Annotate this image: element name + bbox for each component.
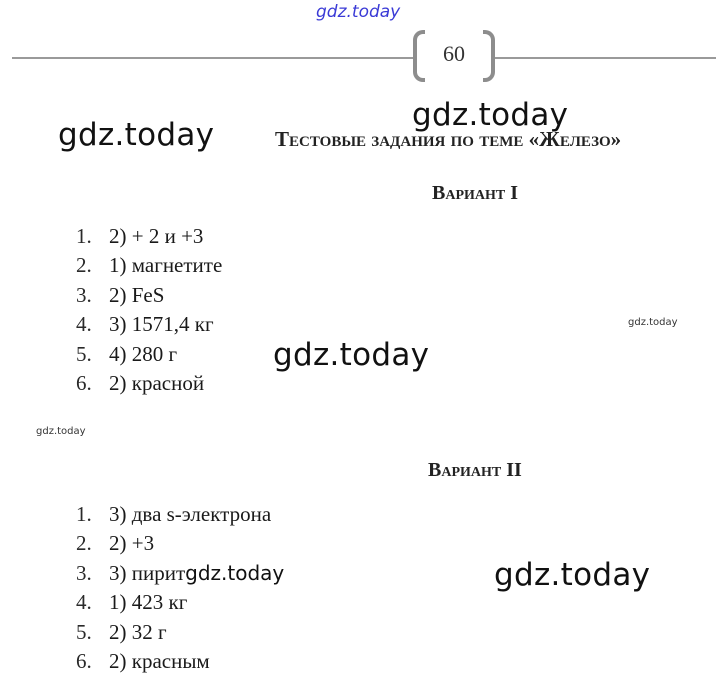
- answer-text-value: 3) пирит: [109, 560, 186, 585]
- watermark-mid-right-small: gdz.today: [628, 317, 678, 328]
- answer-text: 3) 1571,4 кг: [109, 312, 214, 337]
- right-brace-shape: [483, 30, 495, 82]
- answer-number: 5.: [76, 619, 92, 644]
- watermark-left-small: gdz.today: [36, 426, 86, 437]
- answer-text: 1) магнетите: [109, 253, 223, 278]
- answer-number: 1.: [76, 224, 92, 248]
- answer-number: 6.: [76, 370, 92, 395]
- answer-number: 3.: [76, 560, 92, 585]
- answer-number: 2.: [76, 531, 92, 556]
- answer-number: 4.: [76, 312, 92, 337]
- answer-text: 2) FeS: [109, 282, 165, 307]
- answer-text: 1) 423 кг: [109, 590, 188, 615]
- watermark-left-title: gdz.today: [58, 117, 215, 153]
- answer-text: 2) + 2 и +3: [109, 224, 204, 248]
- answer-text: 4) 280 г: [109, 341, 178, 366]
- answer-text: [109, 559, 284, 588]
- variant-1-heading: Вариант I: [432, 182, 519, 204]
- watermark-above-title: gdz.today: [412, 97, 569, 133]
- page-number-badge: [413, 30, 495, 84]
- variant-2-heading: Вариант II: [428, 459, 522, 481]
- answer-number: 2.: [76, 253, 92, 278]
- watermark-mid-center: gdz.today: [273, 337, 430, 373]
- answer-number: 6.: [76, 648, 92, 673]
- answer-number: 4.: [76, 590, 92, 615]
- watermark-bottom-right: gdz.today: [494, 557, 651, 593]
- answer-text: 2) +3: [109, 531, 155, 556]
- answer-text: 3) два s-электрона: [109, 502, 272, 526]
- watermark-top: gdz.today: [316, 2, 401, 22]
- answer-text: 2) 32 г: [109, 619, 167, 644]
- answer-number: 5.: [76, 341, 92, 366]
- answer-text: 2) красной: [109, 370, 205, 395]
- answer-text: 2) красным: [109, 648, 210, 673]
- page-number: 60: [443, 41, 465, 66]
- header-rule: [12, 57, 716, 59]
- page-title: Тестовые задания по теме «Железо»: [275, 127, 622, 151]
- answer-number: 1.: [76, 502, 92, 526]
- watermark-inline: gdz.today: [185, 560, 285, 585]
- answer-number: 3.: [76, 282, 92, 307]
